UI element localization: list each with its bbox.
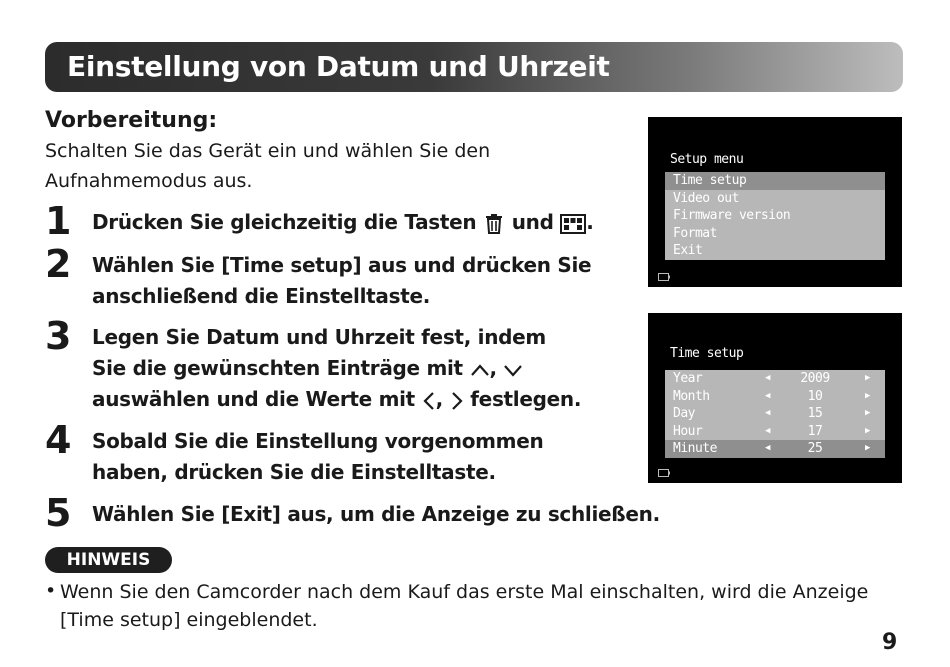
menu-item-firmware-version: Firmware version bbox=[673, 208, 791, 224]
step-3-line-2 bbox=[92, 353, 581, 384]
step-text: Wählen Sie [Exit] aus, um die Anzeige zu schließen. bbox=[92, 502, 660, 526]
up-arrow-icon bbox=[470, 362, 490, 378]
setup-menu-list bbox=[665, 172, 885, 260]
step-3-comma: , bbox=[489, 356, 497, 380]
page-number: 9 bbox=[882, 630, 898, 655]
time-row-value: 10 bbox=[807, 388, 823, 404]
preparation-heading: Vorbereitung: bbox=[45, 108, 218, 133]
step-3-line-3-text: auswählen und die Werte mit bbox=[92, 387, 415, 411]
step-3-line-3 bbox=[92, 384, 581, 415]
step-2-line-1: Wählen Sie [Time setup] aus und drücken Sie bbox=[92, 253, 592, 277]
time-row-label: Year bbox=[673, 371, 703, 386]
time-row-value: 17 bbox=[807, 423, 823, 439]
step-text bbox=[92, 322, 581, 415]
battery-icon bbox=[658, 469, 670, 477]
step-1-text-before: Drücken Sie gleichzeitig die Tasten bbox=[92, 210, 477, 234]
time-row-month bbox=[665, 388, 885, 406]
time-row-minute bbox=[665, 440, 885, 458]
note-text: Wenn Sie den Camcorder nach dem Kauf das erste Mal einschalten, wird die Anzeige [Time setup] eingeblendet. bbox=[60, 581, 869, 631]
left-arrow-icon: ◀ bbox=[765, 443, 770, 454]
step-3-line-1: Legen Sie Datum und Uhrzeit fest, indem bbox=[92, 325, 546, 349]
time-row-hour bbox=[665, 423, 885, 441]
time-row-value: 25 bbox=[807, 441, 823, 457]
left-arrow-icon: ◀ bbox=[765, 408, 770, 419]
time-setup-title: Time setup bbox=[670, 346, 744, 361]
setup-menu-title: Setup menu bbox=[670, 152, 744, 167]
time-row-label: Hour bbox=[673, 423, 703, 439]
section-title: Einstellung von Datum und Uhrzeit bbox=[67, 50, 610, 83]
note-badge: HINWEIS bbox=[45, 547, 172, 573]
right-arrow-icon: ▶ bbox=[865, 443, 870, 454]
time-setup-list bbox=[665, 370, 885, 458]
section-header bbox=[45, 42, 903, 92]
left-arrow-icon bbox=[422, 391, 436, 411]
step-3-comma-2: , bbox=[435, 387, 443, 411]
time-row-label: Month bbox=[673, 388, 710, 404]
battery-icon bbox=[658, 273, 670, 281]
step-1-text-middle: und bbox=[511, 210, 554, 234]
setup-menu-screenshot bbox=[648, 117, 902, 287]
step-3-line-3-end: festlegen. bbox=[470, 387, 582, 411]
left-arrow-icon: ◀ bbox=[765, 390, 770, 401]
menu-item-video-out: Video out bbox=[673, 190, 739, 206]
time-row-label: Minute bbox=[673, 441, 717, 457]
time-row-day bbox=[665, 405, 885, 423]
time-row-value: 2009 bbox=[800, 371, 830, 386]
step-number: 3 bbox=[45, 314, 72, 358]
right-arrow-icon: ▶ bbox=[865, 373, 870, 383]
step-number: 1 bbox=[45, 199, 72, 243]
down-arrow-icon bbox=[503, 362, 523, 378]
right-arrow-icon: ▶ bbox=[865, 425, 870, 436]
step-1-text-after: . bbox=[586, 210, 594, 234]
menu-item-exit: Exit bbox=[673, 243, 703, 259]
time-row-value: 15 bbox=[807, 406, 823, 422]
step-number: 4 bbox=[45, 418, 72, 462]
step-text bbox=[92, 250, 591, 312]
menu-item-time-setup: Time setup bbox=[665, 172, 885, 190]
step-text bbox=[92, 207, 594, 238]
preparation-text: Schalten Sie das Gerät ein und wählen Sie den Aufnahmemodus aus. bbox=[45, 140, 491, 192]
step-3-line-2-text: Sie die gewünschten Einträge mit bbox=[92, 356, 463, 380]
step-4-line-2: haben, drücken Sie die Einstelltaste. bbox=[92, 460, 496, 484]
step-4-line-1: Sobald Sie die Einstellung vorgenommen bbox=[92, 429, 544, 453]
left-arrow-icon: ◀ bbox=[765, 373, 770, 383]
right-arrow-icon bbox=[450, 391, 464, 411]
right-arrow-icon: ▶ bbox=[865, 408, 870, 419]
left-arrow-icon: ◀ bbox=[765, 425, 770, 436]
display-mode-icon bbox=[560, 213, 586, 235]
time-setup-screenshot bbox=[648, 313, 902, 483]
step-number: 5 bbox=[45, 491, 72, 535]
step-text bbox=[92, 426, 543, 488]
time-row-label: Day bbox=[673, 406, 695, 422]
note-bullet: • bbox=[45, 580, 57, 602]
time-row-year bbox=[665, 370, 885, 388]
trash-icon bbox=[483, 213, 505, 235]
menu-item-format: Format bbox=[673, 225, 717, 241]
step-number: 2 bbox=[45, 242, 72, 286]
right-arrow-icon: ▶ bbox=[865, 390, 870, 401]
step-2-line-2: anschließend die Einstelltaste. bbox=[92, 284, 431, 308]
